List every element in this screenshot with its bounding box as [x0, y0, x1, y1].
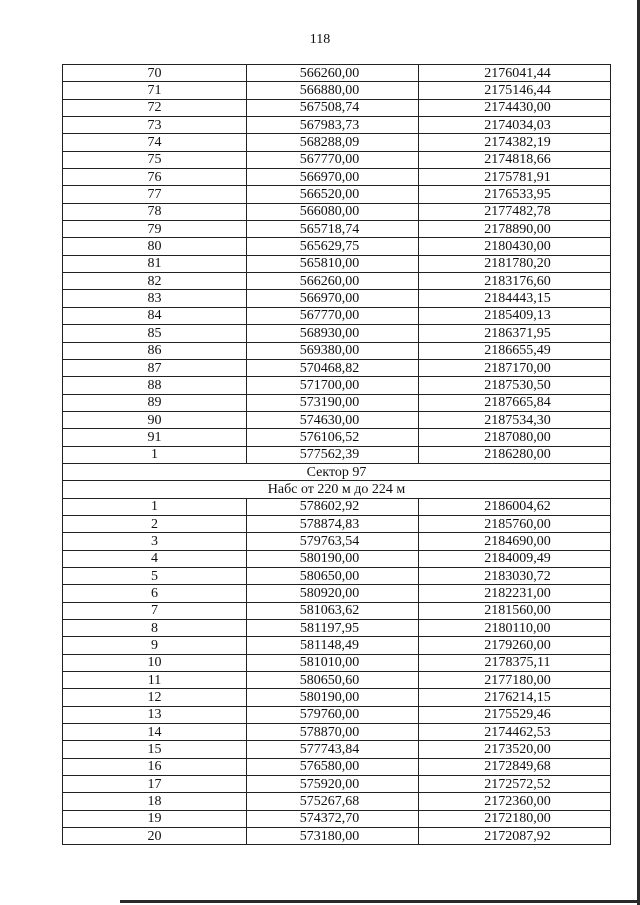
point-number-cell: 78 — [63, 203, 247, 220]
x-coordinate-cell: 566080,00 — [247, 203, 419, 220]
y-coordinate-cell: 2178890,00 — [419, 221, 611, 238]
y-coordinate-cell: 2187665,84 — [419, 394, 611, 411]
x-coordinate-cell: 567770,00 — [247, 307, 419, 324]
y-coordinate-cell: 2177482,78 — [419, 203, 611, 220]
table-row — [63, 533, 611, 550]
table-row — [63, 411, 611, 428]
y-coordinate-cell: 2175529,46 — [419, 706, 611, 723]
table-row — [63, 169, 611, 186]
point-number-cell: 18 — [63, 793, 247, 810]
x-coordinate-cell: 581063,62 — [247, 602, 419, 619]
point-number-cell: 13 — [63, 706, 247, 723]
table-row — [63, 620, 611, 637]
y-coordinate-cell: 2178375,11 — [419, 654, 611, 671]
table-row — [63, 325, 611, 342]
scan-edge-bottom — [120, 900, 640, 903]
x-coordinate-cell: 575920,00 — [247, 776, 419, 793]
y-coordinate-cell: 2172360,00 — [419, 793, 611, 810]
x-coordinate-cell: 581197,95 — [247, 620, 419, 637]
y-coordinate-cell: 2186655,49 — [419, 342, 611, 359]
y-coordinate-cell: 2185760,00 — [419, 515, 611, 532]
table-row — [63, 776, 611, 793]
coordinates-table — [62, 64, 611, 845]
y-coordinate-cell: 2176533,95 — [419, 186, 611, 203]
table-row — [63, 394, 611, 411]
x-coordinate-cell: 576106,52 — [247, 429, 419, 446]
point-number-cell: 87 — [63, 359, 247, 376]
y-coordinate-cell: 2180110,00 — [419, 620, 611, 637]
section-header-row — [63, 481, 611, 498]
x-coordinate-cell: 578602,92 — [247, 498, 419, 515]
point-number-cell: 82 — [63, 273, 247, 290]
y-coordinate-cell: 2173520,00 — [419, 741, 611, 758]
y-coordinate-cell: 2187534,30 — [419, 411, 611, 428]
x-coordinate-cell: 567508,74 — [247, 99, 419, 116]
table-row — [63, 758, 611, 775]
point-number-cell: 11 — [63, 672, 247, 689]
point-number-cell: 20 — [63, 828, 247, 845]
x-coordinate-cell: 566520,00 — [247, 186, 419, 203]
y-coordinate-cell: 2179260,00 — [419, 637, 611, 654]
x-coordinate-cell: 578870,00 — [247, 724, 419, 741]
point-number-cell: 79 — [63, 221, 247, 238]
x-coordinate-cell: 567983,73 — [247, 117, 419, 134]
x-coordinate-cell: 580190,00 — [247, 689, 419, 706]
x-coordinate-cell: 568930,00 — [247, 325, 419, 342]
point-number-cell: 16 — [63, 758, 247, 775]
x-coordinate-cell: 577743,84 — [247, 741, 419, 758]
y-coordinate-cell: 2174034,03 — [419, 117, 611, 134]
point-number-cell: 2 — [63, 515, 247, 532]
table-row — [63, 342, 611, 359]
table-row — [63, 637, 611, 654]
table-row — [63, 810, 611, 827]
x-coordinate-cell: 573180,00 — [247, 828, 419, 845]
table-row — [63, 99, 611, 116]
x-coordinate-cell: 580920,00 — [247, 585, 419, 602]
table-row — [63, 602, 611, 619]
y-coordinate-cell: 2172087,92 — [419, 828, 611, 845]
point-number-cell: 3 — [63, 533, 247, 550]
y-coordinate-cell: 2186280,00 — [419, 446, 611, 463]
table-row — [63, 273, 611, 290]
point-number-cell: 14 — [63, 724, 247, 741]
x-coordinate-cell: 579760,00 — [247, 706, 419, 723]
table-row — [63, 377, 611, 394]
table-row — [63, 446, 611, 463]
table-row — [63, 741, 611, 758]
point-number-cell: 19 — [63, 810, 247, 827]
y-coordinate-cell: 2176214,15 — [419, 689, 611, 706]
point-number-cell: 72 — [63, 99, 247, 116]
point-number-cell: 6 — [63, 585, 247, 602]
table-row — [63, 307, 611, 324]
y-coordinate-cell: 2184690,00 — [419, 533, 611, 550]
x-coordinate-cell: 580190,00 — [247, 550, 419, 567]
point-number-cell: 86 — [63, 342, 247, 359]
y-coordinate-cell: 2186004,62 — [419, 498, 611, 515]
table-row — [63, 186, 611, 203]
x-coordinate-cell: 575267,68 — [247, 793, 419, 810]
x-coordinate-cell: 577562,39 — [247, 446, 419, 463]
x-coordinate-cell: 578874,83 — [247, 515, 419, 532]
x-coordinate-cell: 579763,54 — [247, 533, 419, 550]
y-coordinate-cell: 2187170,00 — [419, 359, 611, 376]
table-row — [63, 82, 611, 99]
table-row — [63, 654, 611, 671]
point-number-cell: 83 — [63, 290, 247, 307]
point-number-cell: 12 — [63, 689, 247, 706]
point-number-cell: 75 — [63, 151, 247, 168]
table-row — [63, 585, 611, 602]
y-coordinate-cell: 2172849,68 — [419, 758, 611, 775]
y-coordinate-cell: 2184443,15 — [419, 290, 611, 307]
table-row — [63, 793, 611, 810]
table-row — [63, 724, 611, 741]
point-number-cell: 80 — [63, 238, 247, 255]
section-header-cell: Набс от 220 м до 224 м — [63, 481, 611, 498]
x-coordinate-cell: 574372,70 — [247, 810, 419, 827]
y-coordinate-cell: 2175781,91 — [419, 169, 611, 186]
x-coordinate-cell: 576580,00 — [247, 758, 419, 775]
y-coordinate-cell: 2184009,49 — [419, 550, 611, 567]
point-number-cell: 77 — [63, 186, 247, 203]
x-coordinate-cell: 567770,00 — [247, 151, 419, 168]
table-row — [63, 238, 611, 255]
y-coordinate-cell: 2174430,00 — [419, 99, 611, 116]
y-coordinate-cell: 2181780,20 — [419, 255, 611, 272]
point-number-cell: 15 — [63, 741, 247, 758]
point-number-cell: 9 — [63, 637, 247, 654]
page-number: 118 — [309, 32, 331, 47]
y-coordinate-cell: 2172180,00 — [419, 810, 611, 827]
table-row — [63, 290, 611, 307]
x-coordinate-cell: 566260,00 — [247, 65, 419, 82]
table-row — [63, 672, 611, 689]
x-coordinate-cell: 573190,00 — [247, 394, 419, 411]
x-coordinate-cell: 571700,00 — [247, 377, 419, 394]
x-coordinate-cell: 565629,75 — [247, 238, 419, 255]
point-number-cell: 8 — [63, 620, 247, 637]
point-number-cell: 4 — [63, 550, 247, 567]
y-coordinate-cell: 2185409,13 — [419, 307, 611, 324]
table-row — [63, 134, 611, 151]
table-row — [63, 117, 611, 134]
point-number-cell: 73 — [63, 117, 247, 134]
table-row — [63, 151, 611, 168]
point-number-cell: 85 — [63, 325, 247, 342]
x-coordinate-cell: 574630,00 — [247, 411, 419, 428]
table-row — [63, 65, 611, 82]
point-number-cell: 17 — [63, 776, 247, 793]
y-coordinate-cell: 2177180,00 — [419, 672, 611, 689]
point-number-cell: 89 — [63, 394, 247, 411]
x-coordinate-cell: 570468,82 — [247, 359, 419, 376]
x-coordinate-cell: 568288,09 — [247, 134, 419, 151]
table-row — [63, 550, 611, 567]
y-coordinate-cell: 2181560,00 — [419, 602, 611, 619]
table-row — [63, 706, 611, 723]
point-number-cell: 10 — [63, 654, 247, 671]
table-row — [63, 221, 611, 238]
table-row — [63, 429, 611, 446]
x-coordinate-cell: 566970,00 — [247, 290, 419, 307]
table-row — [63, 203, 611, 220]
table-row — [63, 515, 611, 532]
y-coordinate-cell: 2175146,44 — [419, 82, 611, 99]
point-number-cell: 81 — [63, 255, 247, 272]
point-number-cell: 1 — [63, 446, 247, 463]
y-coordinate-cell: 2172572,52 — [419, 776, 611, 793]
point-number-cell: 84 — [63, 307, 247, 324]
point-number-cell: 91 — [63, 429, 247, 446]
x-coordinate-cell: 580650,00 — [247, 567, 419, 584]
y-coordinate-cell: 2176041,44 — [419, 65, 611, 82]
y-coordinate-cell: 2187530,50 — [419, 377, 611, 394]
y-coordinate-cell: 2174382,19 — [419, 134, 611, 151]
table-row — [63, 828, 611, 845]
point-number-cell: 90 — [63, 411, 247, 428]
section-header-row — [63, 463, 611, 480]
y-coordinate-cell: 2180430,00 — [419, 238, 611, 255]
x-coordinate-cell: 581148,49 — [247, 637, 419, 654]
table-row — [63, 498, 611, 515]
table-row — [63, 689, 611, 706]
y-coordinate-cell: 2187080,00 — [419, 429, 611, 446]
table-row — [63, 567, 611, 584]
point-number-cell: 74 — [63, 134, 247, 151]
point-number-cell: 7 — [63, 602, 247, 619]
y-coordinate-cell: 2183176,60 — [419, 273, 611, 290]
point-number-cell: 88 — [63, 377, 247, 394]
point-number-cell: 71 — [63, 82, 247, 99]
point-number-cell: 76 — [63, 169, 247, 186]
coordinates-table-body — [63, 65, 611, 845]
x-coordinate-cell: 565718,74 — [247, 221, 419, 238]
y-coordinate-cell: 2182231,00 — [419, 585, 611, 602]
y-coordinate-cell: 2183030,72 — [419, 567, 611, 584]
table-row — [63, 255, 611, 272]
x-coordinate-cell: 566970,00 — [247, 169, 419, 186]
x-coordinate-cell: 565810,00 — [247, 255, 419, 272]
y-coordinate-cell: 2186371,95 — [419, 325, 611, 342]
section-header-cell: Сектор 97 — [63, 463, 611, 480]
x-coordinate-cell: 581010,00 — [247, 654, 419, 671]
y-coordinate-cell: 2174462,53 — [419, 724, 611, 741]
point-number-cell: 1 — [63, 498, 247, 515]
x-coordinate-cell: 569380,00 — [247, 342, 419, 359]
point-number-cell: 70 — [63, 65, 247, 82]
point-number-cell: 5 — [63, 567, 247, 584]
y-coordinate-cell: 2174818,66 — [419, 151, 611, 168]
x-coordinate-cell: 566260,00 — [247, 273, 419, 290]
x-coordinate-cell: 566880,00 — [247, 82, 419, 99]
table-row — [63, 359, 611, 376]
x-coordinate-cell: 580650,60 — [247, 672, 419, 689]
